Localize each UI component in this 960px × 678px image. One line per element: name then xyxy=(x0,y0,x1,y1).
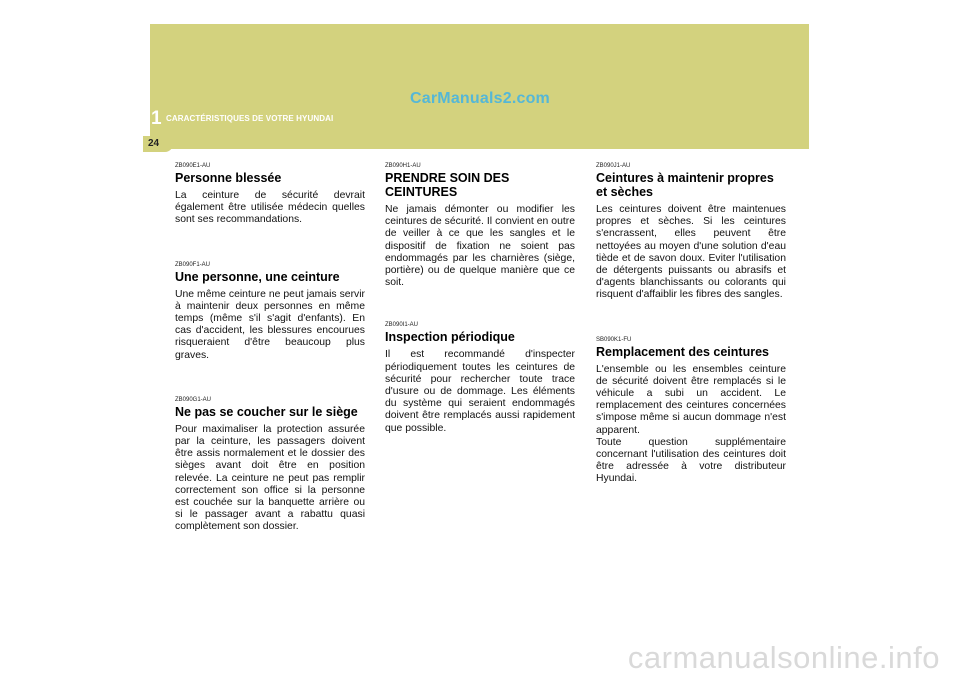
section-one-person-one-belt xyxy=(175,261,365,362)
section-code: ZB090J1-AU xyxy=(596,163,631,169)
section-do-not-lie-down xyxy=(175,396,365,534)
section-code: ZB090F1-AU xyxy=(175,261,211,268)
section-title: Une personne, une ceinture xyxy=(175,269,340,284)
section-title: Ne pas se coucher sur le siège xyxy=(175,404,358,419)
section-body: L'ensemble ou les ensembles ceinture de sécurité doivent être remplacés si le véhicule a subi un accident. Le remplacement des ceintures concernées s'impose même si aucun dommage n'est apparent. xyxy=(596,363,786,436)
section-body-continued: Toute question supplémentaire concernant l'utilisation des ceintures doit être adressée à votre distributeur Hyundai. xyxy=(596,436,786,485)
section-title: Personne blessée xyxy=(175,171,282,185)
section-injured-person xyxy=(175,162,365,227)
section-body: La ceinture de sécurité devrait également être utilisée médecin quelles sont ses recommandations. xyxy=(175,190,365,226)
section-title: Ceintures à maintenir propres et sèches xyxy=(596,171,774,199)
chapter-title: CARACTÉRISTIQUES DE VOTRE HYUNDAI xyxy=(166,114,334,123)
column-1 xyxy=(175,162,365,534)
page-number: 24 xyxy=(148,138,160,149)
watermark-top[interactable]: CarManuals2.com xyxy=(410,90,550,107)
section-code: ZB090G1-AU xyxy=(175,396,212,403)
top-margin xyxy=(0,0,960,24)
column-3 xyxy=(596,162,786,486)
watermark-bottom[interactable]: carmanualsonline.info xyxy=(627,640,940,675)
section-body: Les ceintures doivent être maintenues propres et sèches. Si les ceintures s'encrassent, elles peuvent être nettoyées au moyen d'une solution d'eau tiède et de savon doux. Eviter l'utilisation de détergents puissants ou abrasifs et d'agents blanchissants ou colorants qui risquent d'affaiblir les fibres des sangles. xyxy=(596,204,786,301)
column-2 xyxy=(385,162,575,435)
section-code: ZB090E1-AU xyxy=(175,163,211,169)
section-title: Inspection périodique xyxy=(385,330,515,345)
section-periodic-inspection xyxy=(385,321,575,434)
section-code: SB090K1-FU xyxy=(596,336,632,343)
section-body: Pour maximaliser la protection assurée par la ceinture, les passagers doivent être assis normalement et le dossier des sièges avant doit être en position relevée. La ceinture ne peut pas remplir correctement son office si la personne est couchée sur la banquette arrière ou si le passager avant a rabattu quasi complètement son dossier. xyxy=(175,423,365,533)
section-keep-clean-dry xyxy=(596,162,786,302)
section-body: Il est recommandé d'inspecter périodiquement toutes les ceintures de sécurité pour rechercher toute trace d'usure ou de dommage. Les éléments du système qui seraient endommagés doivent être remplacés aussi rapidement que possible. xyxy=(385,349,575,434)
section-belt-replacement xyxy=(596,336,786,486)
header-panel xyxy=(150,24,809,149)
section-code: ZB090H1-AU xyxy=(385,163,421,169)
chapter-number: 1 xyxy=(151,108,162,129)
section-body: Une même ceinture ne peut jamais servir à maintenir deux personnes en même temps (même s'il s'agit d'enfants). En cas d'accident, les blessures encourues risqueraient d'être beaucoup plus graves. xyxy=(175,288,365,361)
section-title: PRENDRE SOIN DES CEINTURES xyxy=(385,171,510,199)
section-body: Ne jamais démonter ou modifier les ceintures de sécurité. Il convient en outre de veiller à ce que les sangles et le dispositif de fixation ne soient pas endommagés par les charnières (siège, portière) ou de quelque manière que ce soit. xyxy=(385,204,575,289)
section-code: ZB090I1-AU xyxy=(385,322,419,329)
section-title: Remplacement des ceintures xyxy=(596,344,769,359)
section-belt-care xyxy=(385,162,575,289)
left-margin xyxy=(0,24,150,149)
